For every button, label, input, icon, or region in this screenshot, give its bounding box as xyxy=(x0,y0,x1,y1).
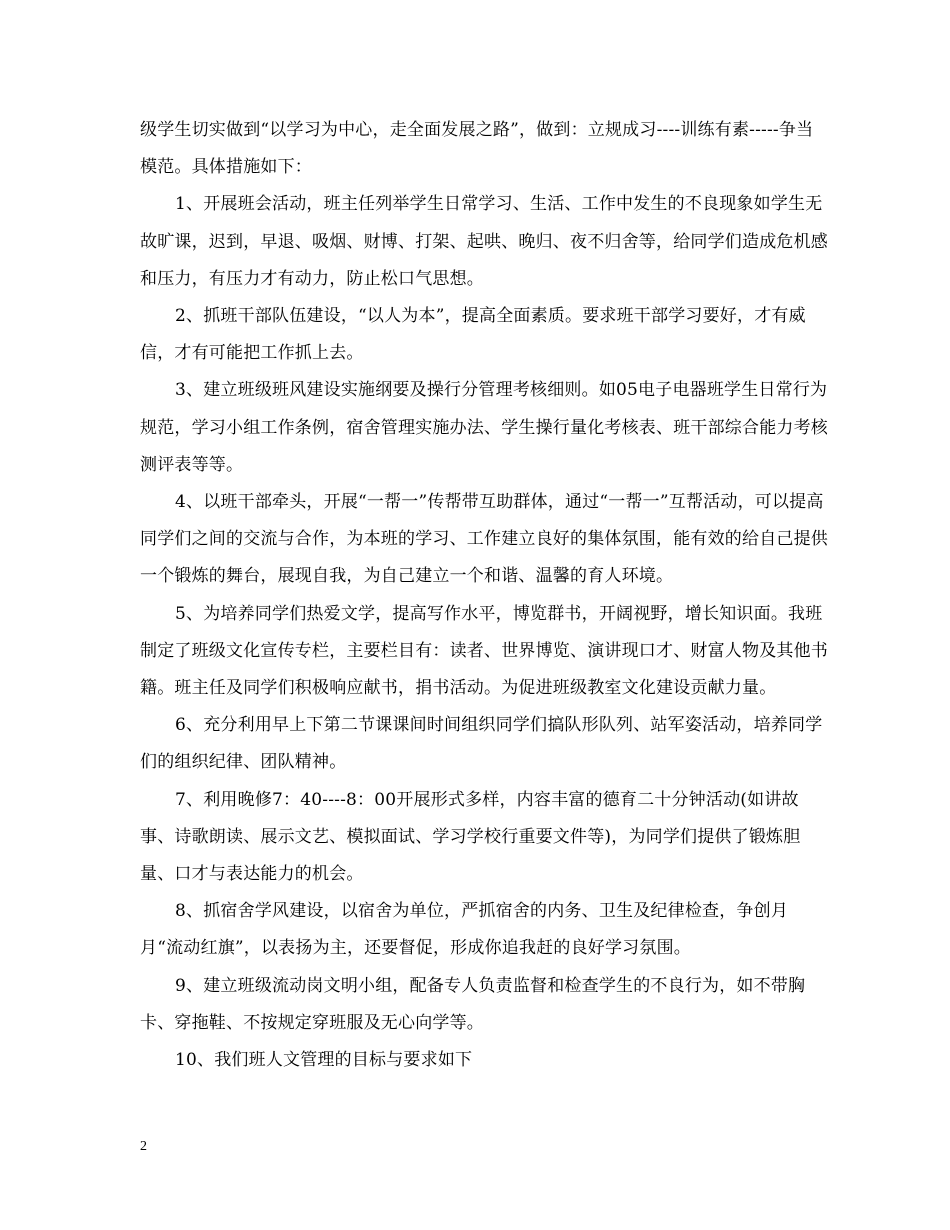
document-body xyxy=(140,112,830,1079)
paragraph-measure-1: 1、开展班会活动，班主任列举学生日常学习、生活、工作中发生的不良现象如学生无故旷课，迟到，早退、吸烟、财博、打架、起哄、晚归、夜不归舍等，给同学们造成危机感和压力，有压力才有动力，防止松口气思想。 xyxy=(140,194,828,289)
paragraph-measure-6: 6、充分利用早上下第二节课课间时间组织同学们搞队形队列、站军姿活动，培养同学们的组织纪律、团队精神。 xyxy=(140,715,823,773)
paragraph-measure-2: 2、抓班干部队伍建设，“以人为本”，提高全面素质。要求班干部学习要好，才有威信，才有可能把工作抓上去。 xyxy=(140,306,806,364)
paragraph-measure-10: 10、我们班人文管理的目标与要求如下 xyxy=(175,1050,473,1071)
paragraph-measure-3: 3、建立班级班风建设实施纲要及操行分管理考核细则。如05电子电器班学生日常行为规范，学习小组工作条例，宿舍管理实施办法、学生操行量化考核表、班干部综合能力考核测评表等等。 xyxy=(140,380,828,475)
paragraph-measure-4: 4、以班干部牵头，开展“一帮一”传帮带互助群体，通过“一帮一”互帮活动，可以提高同学们之间的交流与合作，为本班的学习、工作建立良好的集体氛围，能有效的给自己提供一个锻炼的舞台，展现自我，为自己建立一个和谐、温馨的育人环境。 xyxy=(140,492,828,587)
paragraph-measure-8: 8、抓宿舍学风建设，以宿舍为单位，严抓宿舍的内务、卫生及纪律检查，争创月月“流动红旗”，以表扬为主，还要督促，形成你追我赶的良好学习氛围。 xyxy=(140,901,789,959)
paragraph-measure-5: 5、为培养同学们热爱文学，提高写作水平，博览群书，开阔视野，增长知识面。我班制定了班级文化宣传专栏，主要栏目有：读者、世界博览、演讲现口才、财富人物及其他书籍。班主任及同学们积极响应献书，捐书活动。为促进班级教室文化建设贡献力量。 xyxy=(140,603,828,699)
page-number: 2 xyxy=(140,1139,147,1154)
paragraph-measure-9: 9、建立班级流动岗文明小组，配备专人负责监督和检查学生的不良行为，如不带胸卡、穿拖鞋、不按规定穿班服及无心向学等。 xyxy=(140,975,806,1033)
paragraph-measure-7: 7、利用晚修7：40----8：00开展形式多样，内容丰富的德育二十分钟活动(如讲故事、诗歌朗读、展示文艺、模拟面试、学习学校行重要文件等)，为同学们提供了锻炼胆量、口才与表达能力的机会。 xyxy=(140,789,801,885)
paragraph-intro-continuation: 级学生切实做到“以学习为中心，走全面发展之路”，做到：立规成习----训练有素-----争当模范。具体措施如下： xyxy=(140,120,814,178)
